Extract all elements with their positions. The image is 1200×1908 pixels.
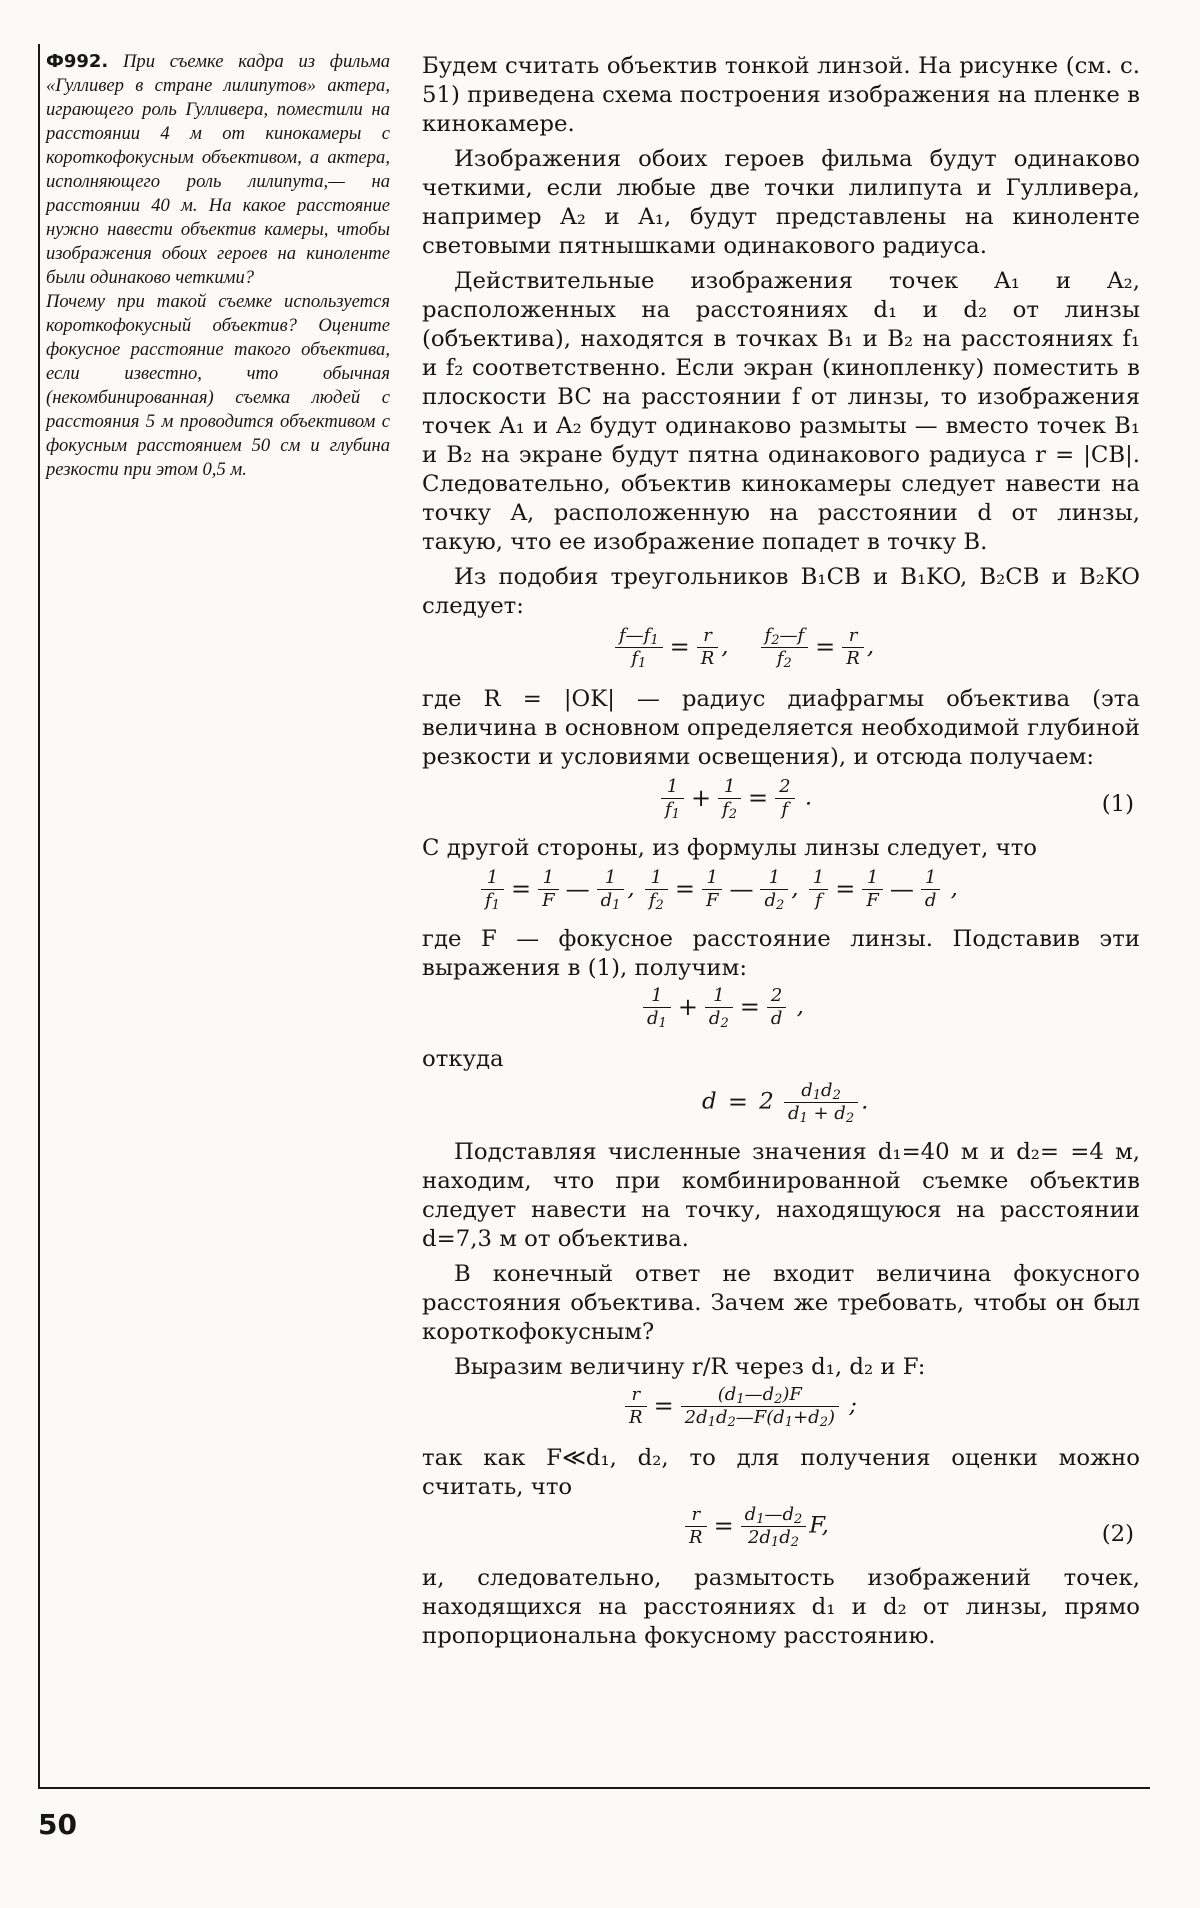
equation-1-number: (1)	[1101, 791, 1134, 817]
equation-1: $\frac{1}{f_1}$ + $\frac{1}{f_2}$ = $\frac{2}{f}$ . (1)	[422, 772, 1140, 834]
equation-rR-full: $\frac{r}{R}$ = $\frac{(d_1—d_2)F}{2d_1d_2—F(d_1+d_2)}$ ;	[422, 1382, 1140, 1444]
equation-lens: $\frac{1}{f_1}$ = $\frac{1}{F}$ — $\frac{1}{d_1}$ , $\frac{1}{f_2}$ = $\frac{1}{F}$ — $\frac{1}{d_2}$ , $\frac{1}{f}$ = $\frac{1}{F}$ — $\frac{1}{d}$ ,	[422, 863, 1140, 925]
paragraph-3: Действительные изображения точек A₁ и A₂, расположенных на расстояниях d₁ и d₂ от линзы (объектива), находятся в точках B₁ и B₂ на расстояниях f₁ и f₂ соответственно. Если экран (кинопленку) поместить в плоскости BC на расстоянии f от линзы, то изображения точек A₁ и A₂ будут одинаково размыты — вместо точек B₁ и B₂ на экране будут пятна одинакового радиуса r = |CB|. Следовательно, объектив кинокамеры следует навести на точку A, расположенную на расстоянии d от линзы, такую, что ее изображение попадет в точку B.	[422, 268, 1140, 555]
paragraph-5: где R = |OK| — радиус диафрагмы объектива (эта величина в основном определяется необходимой глубиной резкости и условиями освещения), и отсюда получаем:	[422, 686, 1140, 770]
equation-similar-triangles: $\frac{f—f_1}{f_1}$ = $\frac{r}{R}$ , $\frac{f_2—f}{f_2}$ = $\frac{r}{R}$ ,	[422, 621, 1140, 685]
paragraph-2: Изображения обоих героев фильма будут одинаково четкими, если любые две точки лилипута и Гулливера, например A₂ и A₁, будут представлены на киноленте световыми пятнышками одинакового радиуса.	[422, 146, 1140, 259]
paragraph-7: где F — фокусное расстояние линзы. Подставив эти выражения в (1), получим:	[422, 926, 1140, 981]
problem-text-1: При съемке кадра из фильма «Гулливер в стране лилипутов» актера, играющего роль Гулливера, поместили на расстоянии 4 м от кинокамеры с короткофокусным объективом, а актера, исполняющего роль лилипута,— на расстоянии 40 м. На какое расстояние нужно навести объектив камеры, чтобы изображения обоих героев на киноленте были одинаково четкими?	[46, 51, 390, 288]
paragraph-12: так как F≪d₁, d₂, то для получения оценки можно считать, что	[422, 1445, 1140, 1500]
paragraph-10: В конечный ответ не входит величина фокусного расстояния объектива. Зачем же требовать, чтобы он был короткофокусным?	[422, 1261, 1140, 1345]
solution-text	[422, 52, 1140, 1651]
problem-text-2: Почему при такой съемке используется короткофокусный объектив? Оцените фокусное расстояние такого объектива, если известно, что обычная (некомбинированная) съемка людей с расстояния 5 м проводится объективом с фокусным расстоянием 50 см и глубина резкости при этом 0,5 м.	[46, 291, 390, 480]
paragraph-13: и, следовательно, размытость изображений точек, находящихся на расстояниях d₁ и d₂ от линзы, прямо пропорциональна фокусному расстоянию.	[422, 1565, 1140, 1649]
paragraph-1: Будем считать объектив тонкой линзой. На рисунке (см. с. 51) приведена схема построения изображения на пленке в кинокамере.	[422, 53, 1140, 137]
paragraph-8: откуда	[422, 1046, 504, 1072]
problem-statement	[46, 50, 390, 482]
problem-number: Ф992.	[46, 51, 109, 72]
paragraph-6: С другой стороны, из формулы линзы следует, что	[422, 835, 1038, 861]
page-number: 50	[38, 1808, 77, 1841]
paragraph-9: Подставляя численные значения d₁=40 м и d₂= =4 м, находим, что при комбинированной съемке объектив следует навести на точку, находящуюся на расстоянии d=7,3 м от объектива.	[422, 1139, 1140, 1252]
equation-d-sum: $\frac{1}{d_1}$ + $\frac{1}{d_2}$ = $\frac{2}{d}$ ,	[422, 983, 1140, 1045]
equation-d: d = 2 $\frac{d_1d_2}{d_1 + d_2}$ .	[702, 1080, 869, 1126]
paragraph-4: Из подобия треугольников B₁CB и B₁KO, B₂CB и B₂KO следует:	[422, 564, 1140, 619]
equation-2: $\frac{r}{R}$ = $\frac{d_1—d_2}{2d_1d_2}$ F, (2)	[422, 1502, 1140, 1564]
paragraph-11: Выразим величину r/R через d₁, d₂ и F:	[454, 1354, 926, 1380]
equation-2-number: (2)	[1101, 1521, 1134, 1547]
